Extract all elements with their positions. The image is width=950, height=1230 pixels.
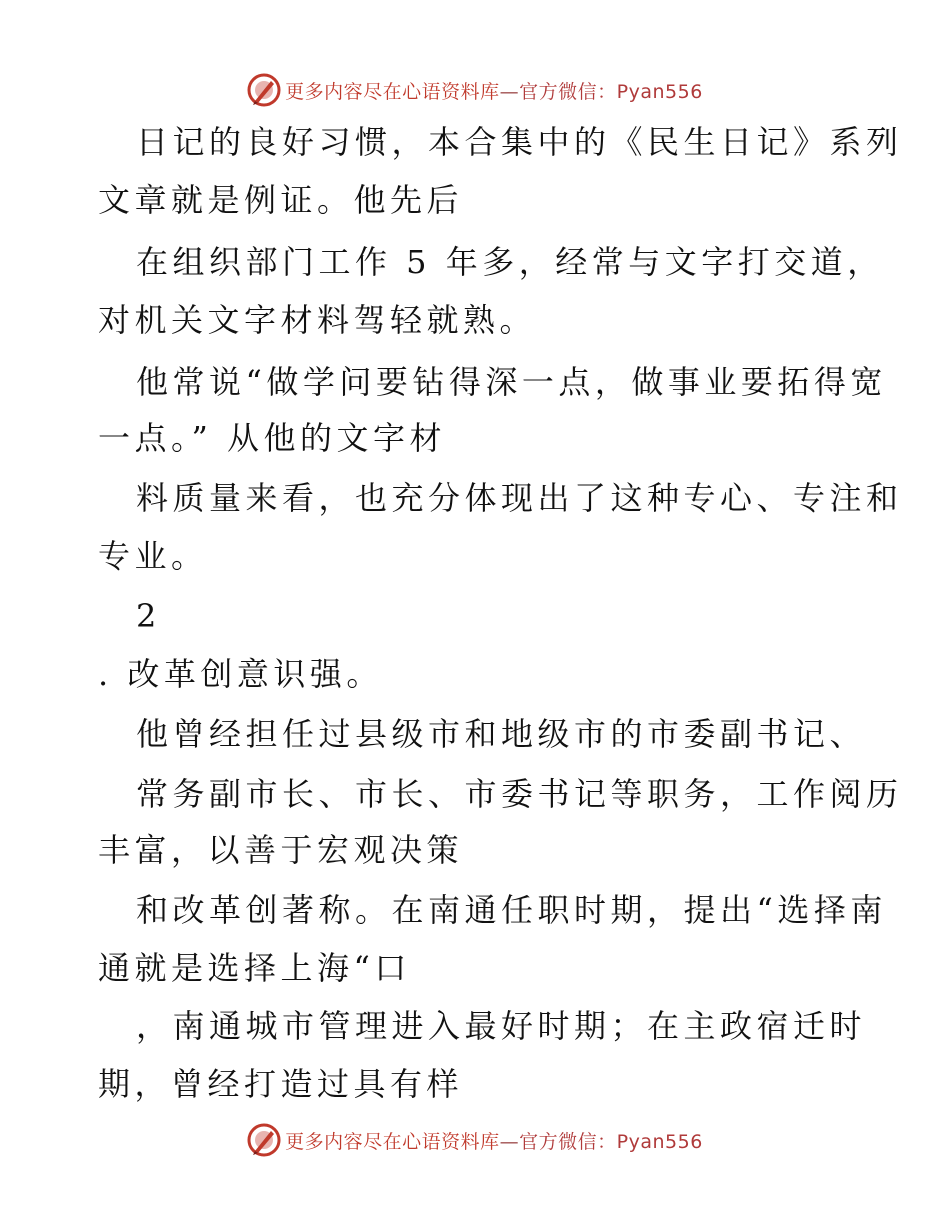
text-line: 和改革创著称。在南通任职时期，提出“选择南 bbox=[136, 891, 887, 929]
watermark-main: 更多内容尽在心语资料库 bbox=[285, 1130, 500, 1153]
text-line: 对机关文字材料驾轻就熟。 bbox=[98, 301, 537, 339]
header-watermark bbox=[0, 70, 950, 110]
text-line: 2 bbox=[136, 597, 161, 635]
watermark-separator: — bbox=[499, 1130, 520, 1153]
text-line: 专业。 bbox=[98, 537, 208, 575]
text-line: 常务副市长、市长、市委书记等职务，工作阅历 bbox=[136, 775, 903, 813]
text-line: 日记的良好习惯，本合集中的《民生日记》系列 bbox=[136, 123, 903, 161]
text-line: 丰富，以善于宏观决策 bbox=[98, 831, 464, 869]
pen-logo-icon bbox=[247, 1123, 281, 1157]
watermark-separator: — bbox=[499, 80, 520, 103]
text-line: 他常说“做学问要钻得深一点，做事业要拓得宽 bbox=[136, 363, 887, 401]
watermark-text bbox=[285, 1127, 703, 1154]
watermark-text bbox=[285, 77, 703, 104]
text-line: 文章就是例证。他先后 bbox=[98, 181, 464, 219]
text-line: . 改革创意识强。 bbox=[98, 655, 383, 693]
text-line: 料质量来看，也充分体现出了这种专心、专注和 bbox=[136, 479, 903, 517]
text-line: 他曾经担任过县级市和地级市的市委副书记、 bbox=[136, 715, 867, 753]
pen-logo-icon bbox=[247, 73, 281, 107]
text-line: ，南通城市管理进入最好时期；在主政宿迁时 bbox=[136, 1007, 867, 1045]
footer-watermark bbox=[0, 1120, 950, 1160]
watermark-main: 更多内容尽在心语资料库 bbox=[285, 80, 500, 103]
text-line: 一点。” 从他的文字材 bbox=[98, 419, 447, 457]
text-line: 通就是选择上海“口 bbox=[98, 949, 411, 987]
watermark-contact: 官方微信：Pyan556 bbox=[519, 1130, 703, 1153]
text-line: 在组织部门工作 5 年多，经常与文字打交道， bbox=[136, 243, 884, 281]
watermark-contact: 官方微信：Pyan556 bbox=[519, 80, 703, 103]
text-line: 期，曾经打造过具有样 bbox=[98, 1065, 464, 1103]
